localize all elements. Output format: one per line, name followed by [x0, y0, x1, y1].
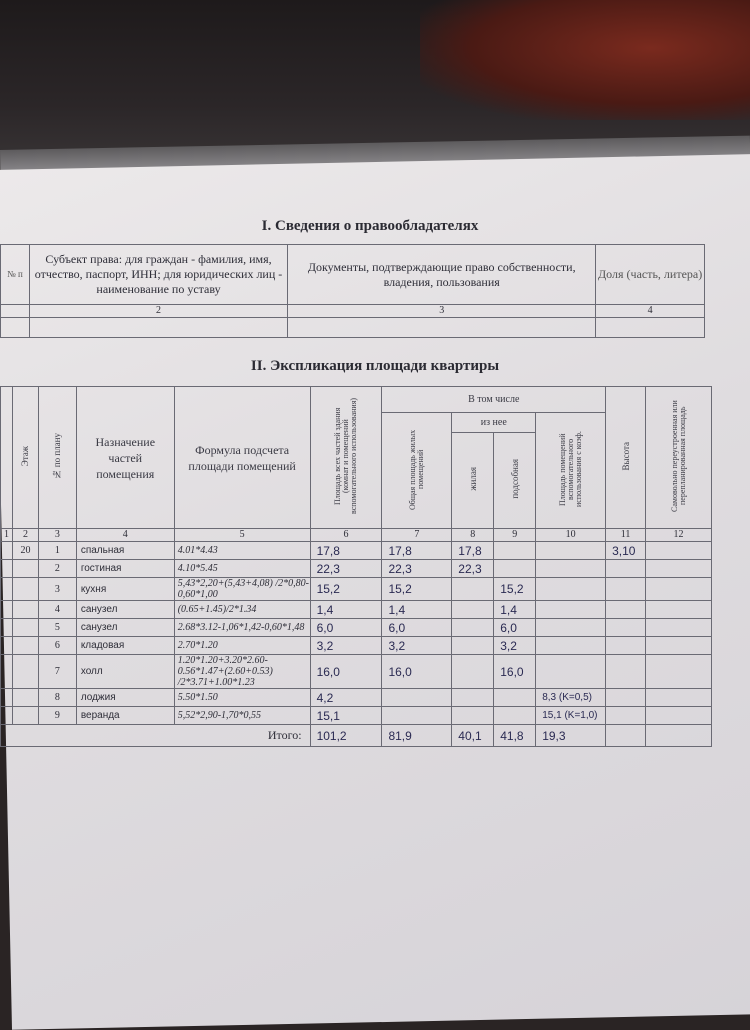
- owners-col-share: Доля (часть, литера): [596, 245, 705, 305]
- table-row: [1, 689, 712, 707]
- owners-col0-header: № п: [1, 245, 30, 305]
- cell-samovolno: [646, 578, 712, 601]
- cell-height: [606, 619, 646, 637]
- owners-table: [0, 244, 705, 338]
- cell-aux: 3,2: [494, 637, 536, 655]
- cell-living: [452, 655, 494, 689]
- cell-etazh: [12, 689, 38, 707]
- cell-living: [452, 689, 494, 707]
- cell-samovolno: [646, 707, 712, 725]
- cell-formula: 2.68*3.12-1,06*1,42-0,60*1,48: [174, 619, 310, 637]
- cell-height: [606, 560, 646, 578]
- row-blank: [1, 655, 13, 689]
- cell-name: кладовая: [76, 637, 174, 655]
- owners-colnum: 2: [29, 305, 287, 318]
- cell-samovolno: [646, 560, 712, 578]
- totals-total: 81,9: [382, 725, 452, 747]
- totals-aux: 41,8: [494, 725, 536, 747]
- cell-living: [452, 707, 494, 725]
- cell-coef: [536, 601, 606, 619]
- cell-etazh: [12, 601, 38, 619]
- owners-empty-cell: [29, 318, 287, 338]
- colnum: 4: [76, 529, 174, 542]
- cell-no: 9: [38, 707, 76, 725]
- header-formula: Формула подсчета площади помещений: [174, 387, 310, 529]
- cell-area: 16,0: [310, 655, 382, 689]
- owners-col-subject: Субъект права: для граждан - фамилия, имя, отчество, паспорт, ИНН; для юридических лиц - наименование по уставу: [29, 245, 287, 305]
- totals-row: [1, 725, 712, 747]
- cell-total: 17,8: [382, 542, 452, 560]
- cell-living: [452, 637, 494, 655]
- colnum: 10: [536, 529, 606, 542]
- document-page: [0, 200, 750, 1000]
- cell-name: кухня: [76, 578, 174, 601]
- colnum: 11: [606, 529, 646, 542]
- cell-total: 15,2: [382, 578, 452, 601]
- cell-name: холл: [76, 655, 174, 689]
- explication-table: [0, 386, 712, 747]
- cell-aux: 16,0: [494, 655, 536, 689]
- header-samovolno: Самовольно переустроенная или перепланированная площадь: [646, 387, 712, 529]
- header-blank: [1, 387, 13, 529]
- cell-name: лоджия: [76, 689, 174, 707]
- cell-aux: [494, 560, 536, 578]
- cell-height: [606, 707, 646, 725]
- cell-no: 6: [38, 637, 76, 655]
- cell-formula: 4.01*4.43: [174, 542, 310, 560]
- header-obshaya: Общая площадь жилых помещений: [382, 413, 452, 529]
- header-ploshad-vseh: Площадь всех частей здания (комнат и помещений вспомогательного использования): [310, 387, 382, 529]
- cell-total: 22,3: [382, 560, 452, 578]
- row-blank: [1, 619, 13, 637]
- cell-name: санузел: [76, 601, 174, 619]
- header-zhilaya: жилая: [452, 433, 494, 529]
- cell-total: 16,0: [382, 655, 452, 689]
- cell-total: 1,4: [382, 601, 452, 619]
- table-row: [1, 601, 712, 619]
- owners-col-documents: Документы, подтверждающие право собственности, владения, пользования: [288, 245, 596, 305]
- cell-area: 6,0: [310, 619, 382, 637]
- cell-coef: [536, 578, 606, 601]
- totals-label: Итого:: [1, 725, 311, 747]
- cell-no: 4: [38, 601, 76, 619]
- cell-etazh: 20: [12, 542, 38, 560]
- cell-coef: [536, 637, 606, 655]
- cell-aux: [494, 689, 536, 707]
- cell-samovolno: [646, 542, 712, 560]
- header-no-po-planu: № по плану: [38, 387, 76, 529]
- header-etazh: Этаж: [12, 387, 38, 529]
- cell-living: [452, 619, 494, 637]
- cell-no: 5: [38, 619, 76, 637]
- row-blank: [1, 707, 13, 725]
- cell-coef: [536, 542, 606, 560]
- cell-height: [606, 601, 646, 619]
- owners-empty-cell: [288, 318, 596, 338]
- table-row: [1, 637, 712, 655]
- row-blank: [1, 689, 13, 707]
- section-1-title: I. Сведения о правообладателях: [261, 218, 479, 234]
- colnum: 8: [452, 529, 494, 542]
- cell-etazh: [12, 707, 38, 725]
- colnum: 5: [174, 529, 310, 542]
- cell-name: гостиная: [76, 560, 174, 578]
- cell-no: 8: [38, 689, 76, 707]
- owners-empty-cell: [1, 318, 30, 338]
- cell-coef: 15,1 (K=1,0): [536, 707, 606, 725]
- cell-etazh: [12, 655, 38, 689]
- cell-name: веранда: [76, 707, 174, 725]
- cell-formula: 5.50*1.50: [174, 689, 310, 707]
- table-row: [1, 560, 712, 578]
- cell-height: [606, 689, 646, 707]
- table-row: [1, 707, 712, 725]
- cell-aux: 6,0: [494, 619, 536, 637]
- cell-total: 3,2: [382, 637, 452, 655]
- red-fabric-background: [420, 0, 750, 120]
- cell-etazh: [12, 560, 38, 578]
- header-v-tom-chisle: В том числе: [382, 387, 606, 413]
- owners-colnum: 4: [596, 305, 705, 318]
- colnum: 6: [310, 529, 382, 542]
- row-blank: [1, 542, 13, 560]
- cell-aux: 1,4: [494, 601, 536, 619]
- table-row: [1, 578, 712, 601]
- cell-aux: 15,2: [494, 578, 536, 601]
- cell-formula: 5,52*2,90-1,70*0,55: [174, 707, 310, 725]
- row-blank: [1, 578, 13, 601]
- owners-empty-cell: [596, 318, 705, 338]
- section-2-title: II. Экспликация площади квартиры: [250, 358, 500, 374]
- cell-etazh: [12, 578, 38, 601]
- cell-samovolno: [646, 601, 712, 619]
- cell-formula: (0.65+1.45)/2*1.34: [174, 601, 310, 619]
- cell-area: 17,8: [310, 542, 382, 560]
- cell-total: [382, 707, 452, 725]
- header-podsobnaya: подсобная: [494, 433, 536, 529]
- colnum: 12: [646, 529, 712, 542]
- cell-formula: 4.10*5.45: [174, 560, 310, 578]
- cell-living: [452, 578, 494, 601]
- cell-total: 6,0: [382, 619, 452, 637]
- cell-coef: 8,3 (K=0,5): [536, 689, 606, 707]
- header-vysota: Высота: [606, 387, 646, 529]
- cell-samovolno: [646, 637, 712, 655]
- cell-height: [606, 637, 646, 655]
- cell-area: 3,2: [310, 637, 382, 655]
- cell-area: 1,4: [310, 601, 382, 619]
- cell-formula: 2.70*1.20: [174, 637, 310, 655]
- cell-name: спальная: [76, 542, 174, 560]
- cell-living: [452, 601, 494, 619]
- cell-samovolno: [646, 655, 712, 689]
- totals-area: 101,2: [310, 725, 382, 747]
- cell-coef: [536, 655, 606, 689]
- colnum: 3: [38, 529, 76, 542]
- cell-area: 15,2: [310, 578, 382, 601]
- cell-height: [606, 655, 646, 689]
- totals-living: 40,1: [452, 725, 494, 747]
- cell-total: [382, 689, 452, 707]
- cell-etazh: [12, 619, 38, 637]
- cell-area: 22,3: [310, 560, 382, 578]
- table-rows: [1, 542, 712, 725]
- colnum: 2: [12, 529, 38, 542]
- cell-no: 1: [38, 542, 76, 560]
- cell-samovolno: [646, 689, 712, 707]
- row-blank: [1, 601, 13, 619]
- colnum: 7: [382, 529, 452, 542]
- cell-aux: [494, 542, 536, 560]
- cell-living: 22,3: [452, 560, 494, 578]
- cell-coef: [536, 560, 606, 578]
- cell-height: [606, 578, 646, 601]
- cell-no: 2: [38, 560, 76, 578]
- cell-coef: [536, 619, 606, 637]
- cell-no: 3: [38, 578, 76, 601]
- cell-aux: [494, 707, 536, 725]
- table-row: [1, 655, 712, 689]
- colnum: 9: [494, 529, 536, 542]
- table-row: [1, 542, 712, 560]
- cell-formula: 5,43*2,20+(5,43+4,08) /2*0,80-0,60*1,00: [174, 578, 310, 601]
- cell-no: 7: [38, 655, 76, 689]
- cell-living: 17,8: [452, 542, 494, 560]
- row-blank: [1, 560, 13, 578]
- cell-name: санузел: [76, 619, 174, 637]
- cell-samovolno: [646, 619, 712, 637]
- cell-area: 4,2: [310, 689, 382, 707]
- table-row: [1, 619, 712, 637]
- header-naznachenie: Назначение частей помещения: [76, 387, 174, 529]
- totals-coef: 19,3: [536, 725, 606, 747]
- header-vspomog: Площадь помещений вспомогательного использования с коэф.: [536, 413, 606, 529]
- cell-height: 3,10: [606, 542, 646, 560]
- cell-formula: 1.20*1.20+3.20*2.60-0.56*1.47+(2.60+0.53) /2*3.71+1.00*1.23: [174, 655, 310, 689]
- colnum: 1: [1, 529, 13, 542]
- row-blank: [1, 637, 13, 655]
- header-iz-nee: из нее: [452, 413, 536, 433]
- owners-colnum: 3: [288, 305, 596, 318]
- cell-area: 15,1: [310, 707, 382, 725]
- cell-etazh: [12, 637, 38, 655]
